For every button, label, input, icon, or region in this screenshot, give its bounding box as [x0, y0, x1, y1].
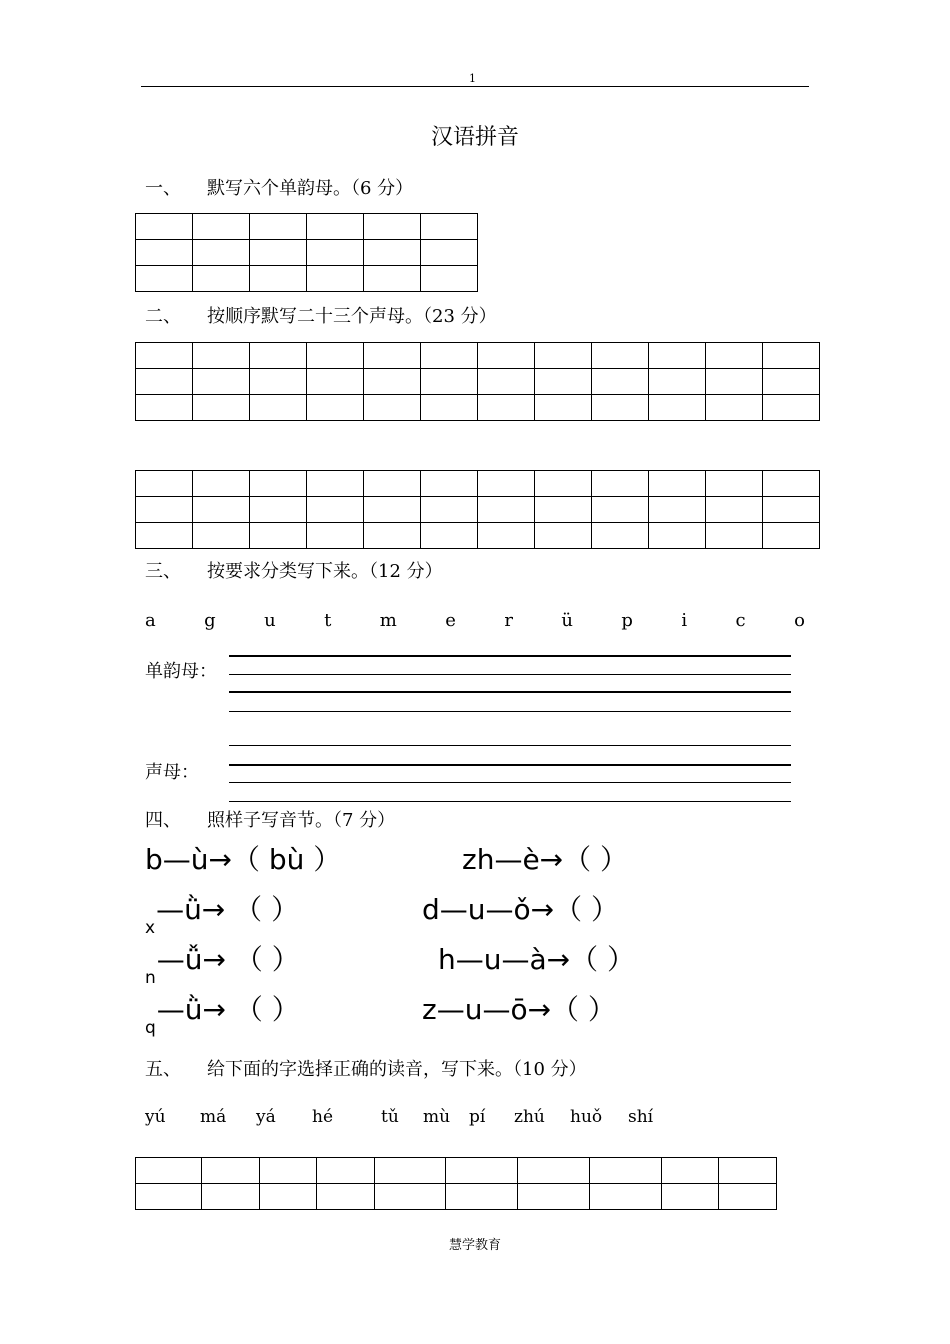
answer-cell: [590, 1184, 662, 1210]
letter: i: [681, 610, 688, 631]
answer-cell: [364, 343, 421, 369]
grid-row: [136, 369, 820, 395]
writing-line: [229, 745, 791, 746]
answer-cell: [662, 1158, 719, 1184]
answer-cell: [649, 523, 706, 549]
section-number: 二、: [145, 306, 181, 327]
answer-cell: [592, 343, 649, 369]
letter: c: [735, 610, 746, 631]
answer-cell: [364, 214, 421, 240]
section-text: 默写六个单韵母。（6 分）: [207, 178, 414, 199]
section-text: 照样子写音节。（7 分）: [207, 810, 396, 831]
answer-cell: [592, 497, 649, 523]
grid-row: [136, 266, 478, 292]
answer-cell: [307, 395, 364, 421]
pinyin-option: má: [200, 1107, 227, 1127]
answer-cell: [136, 523, 193, 549]
syllable-exercise: [145, 888, 300, 938]
letter: r: [504, 610, 513, 631]
answer-cell: [136, 240, 193, 266]
answer-cell: [250, 266, 307, 292]
answer-cell: [250, 523, 307, 549]
answer-cell: [478, 369, 535, 395]
answer-cell: [193, 497, 250, 523]
answer-cell: [375, 1184, 446, 1210]
syllable-text: —ǜ→ （ ）: [156, 893, 300, 926]
answer-cell: [250, 395, 307, 421]
answer-cell: [421, 343, 478, 369]
answer-cell: [307, 497, 364, 523]
answer-cell: [706, 343, 763, 369]
answer-cell: [260, 1184, 317, 1210]
answer-cell: [706, 497, 763, 523]
answer-cell: [193, 343, 250, 369]
section-3-heading: [145, 557, 443, 583]
answer-cell: [478, 343, 535, 369]
answer-cell: [592, 471, 649, 497]
syllable-initial: q: [145, 1018, 156, 1038]
initials-answer-grid-1: [135, 342, 820, 421]
answer-cell: [592, 395, 649, 421]
writing-line: [229, 801, 791, 802]
answer-cell: [136, 343, 193, 369]
writing-line: [229, 764, 791, 766]
answer-cell: [649, 343, 706, 369]
syllable-initial: n: [145, 968, 156, 988]
grid-row: [136, 395, 820, 421]
answer-cell: [763, 369, 820, 395]
letter-list: [145, 610, 805, 631]
answer-cell: [193, 240, 250, 266]
answer-cell: [763, 471, 820, 497]
answer-cell: [535, 471, 592, 497]
answer-cell: [478, 395, 535, 421]
answer-cell: [590, 1158, 662, 1184]
answer-cell: [307, 214, 364, 240]
answer-cell: [518, 1158, 590, 1184]
answer-cell: [193, 266, 250, 292]
answer-cell: [421, 266, 478, 292]
answer-cell: [535, 343, 592, 369]
section-text: 给下面的字选择正确的读音，写下来。（10 分）: [207, 1059, 587, 1080]
answer-cell: [364, 497, 421, 523]
answer-cell: [307, 369, 364, 395]
answer-cell: [649, 497, 706, 523]
answer-cell: [706, 523, 763, 549]
vowel-answer-grid: [135, 213, 478, 292]
section-number: 五、: [145, 1059, 181, 1080]
section-5-heading: [145, 1055, 587, 1081]
answer-cell: [478, 523, 535, 549]
answer-cell: [446, 1184, 518, 1210]
answer-cell: [193, 471, 250, 497]
footer-text: 慧学教育: [448, 1238, 501, 1253]
section-number: 一、: [145, 178, 181, 199]
grid-row: [136, 471, 820, 497]
answer-cell: [307, 343, 364, 369]
answer-cell: [478, 497, 535, 523]
letter: m: [379, 610, 397, 631]
pinyin-option: yú: [145, 1107, 166, 1127]
answer-cell: [421, 471, 478, 497]
section-number: 四、: [145, 810, 181, 831]
answer-cell: [662, 1184, 719, 1210]
letter: u: [264, 610, 276, 631]
letter: e: [445, 610, 456, 631]
pinyin-option: zhú: [514, 1107, 545, 1127]
answer-cell: [250, 497, 307, 523]
answer-cell: [250, 343, 307, 369]
writing-line: [229, 711, 791, 712]
answer-cell: [446, 1158, 518, 1184]
letter: g: [204, 610, 216, 631]
section-1-heading: [145, 174, 413, 200]
writing-line: [229, 782, 791, 783]
answer-cell: [136, 214, 193, 240]
answer-cell: [250, 240, 307, 266]
grid-row: [136, 1158, 777, 1184]
answer-cell: [763, 343, 820, 369]
answer-cell: [421, 214, 478, 240]
answer-cell: [364, 266, 421, 292]
answer-cell: [193, 214, 250, 240]
answer-cell: [535, 523, 592, 549]
section-text: 按要求分类写下来。（12 分）: [207, 561, 443, 582]
page-number: 1: [469, 72, 476, 85]
answer-cell: [535, 395, 592, 421]
answer-cell: [317, 1158, 375, 1184]
pinyin-option: mù: [423, 1107, 451, 1127]
initials-answer-grid-2: [135, 470, 820, 549]
syllable-exercise: d—u—ǒ→（ ）: [422, 893, 620, 926]
answer-cell: [478, 471, 535, 497]
pinyin-option: shí: [628, 1107, 654, 1127]
page-title: 汉语拼音: [430, 125, 519, 150]
answer-cell: [518, 1184, 590, 1210]
answer-cell: [421, 523, 478, 549]
answer-cell: [364, 369, 421, 395]
answer-cell: [763, 523, 820, 549]
answer-cell: [317, 1184, 375, 1210]
section-number: 三、: [145, 561, 181, 582]
syllable-text: —ǜ→ （ ）: [156, 993, 300, 1026]
answer-cell: [193, 523, 250, 549]
pinyin-option: yá: [256, 1107, 276, 1127]
answer-cell: [535, 497, 592, 523]
letter: o: [794, 610, 805, 631]
answer-cell: [193, 369, 250, 395]
answer-cell: [202, 1184, 260, 1210]
syllable-example: b—ù→（ bù ）: [145, 843, 342, 876]
answer-cell: [202, 1158, 260, 1184]
answer-cell: [260, 1158, 317, 1184]
answer-cell: [535, 369, 592, 395]
pinyin-option: pí: [469, 1107, 486, 1127]
answer-cell: [364, 523, 421, 549]
answer-cell: [250, 369, 307, 395]
syllable-initial: x: [145, 918, 156, 938]
grid-row: [136, 523, 820, 549]
answer-cell: [763, 395, 820, 421]
answer-cell: [136, 1184, 202, 1210]
writing-line: [229, 655, 791, 657]
answer-cell: [719, 1158, 777, 1184]
letter: a: [145, 610, 156, 631]
answer-cell: [307, 240, 364, 266]
answer-cell: [136, 497, 193, 523]
writing-line: [229, 674, 791, 675]
letter: t: [324, 610, 332, 631]
initials-label: 声母：: [145, 762, 199, 783]
reading-answer-grid: [135, 1157, 777, 1210]
answer-cell: [421, 395, 478, 421]
syllable-text: —ǚ→ （ ）: [156, 943, 300, 976]
answer-cell: [706, 369, 763, 395]
answer-cell: [375, 1158, 446, 1184]
answer-cell: [364, 471, 421, 497]
answer-cell: [136, 1158, 202, 1184]
vowels-label: 单韵母：: [145, 661, 217, 682]
answer-cell: [706, 471, 763, 497]
answer-cell: [421, 497, 478, 523]
letter: ü: [561, 610, 573, 631]
grid-row: [136, 343, 820, 369]
section-text: 按顺序默写二十三个声母。（23 分）: [207, 306, 497, 327]
grid-row: [136, 497, 820, 523]
pinyin-option: hé: [312, 1107, 334, 1127]
answer-cell: [307, 523, 364, 549]
answer-cell: [763, 497, 820, 523]
answer-cell: [307, 471, 364, 497]
syllable-exercise: z—u—ō→（ ）: [422, 993, 616, 1026]
answer-cell: [421, 240, 478, 266]
grid-row: [136, 240, 478, 266]
answer-cell: [364, 240, 421, 266]
answer-cell: [136, 471, 193, 497]
grid-row: [136, 214, 478, 240]
answer-cell: [649, 471, 706, 497]
syllable-exercise: [145, 938, 300, 988]
answer-cell: [250, 471, 307, 497]
letter: p: [621, 610, 633, 631]
syllable-exercise: zh—è→（ ）: [462, 843, 629, 876]
answer-cell: [719, 1184, 777, 1210]
answer-cell: [136, 369, 193, 395]
answer-cell: [307, 266, 364, 292]
answer-cell: [250, 214, 307, 240]
answer-cell: [193, 395, 250, 421]
writing-line: [229, 691, 791, 693]
answer-cell: [592, 523, 649, 549]
answer-cell: [649, 369, 706, 395]
answer-cell: [136, 395, 193, 421]
answer-cell: [136, 266, 193, 292]
answer-cell: [421, 369, 478, 395]
header-rule: [141, 86, 809, 87]
syllable-exercise: h—u—à→（ ）: [438, 943, 636, 976]
pinyin-option: tǔ: [381, 1107, 399, 1127]
section-4-heading: [145, 806, 395, 832]
answer-cell: [706, 395, 763, 421]
grid-row: [136, 1184, 777, 1210]
answer-cell: [649, 395, 706, 421]
section-2-heading: [145, 302, 497, 328]
syllable-exercise: [145, 988, 300, 1038]
answer-cell: [592, 369, 649, 395]
answer-cell: [364, 395, 421, 421]
pinyin-option: huǒ: [570, 1107, 603, 1127]
